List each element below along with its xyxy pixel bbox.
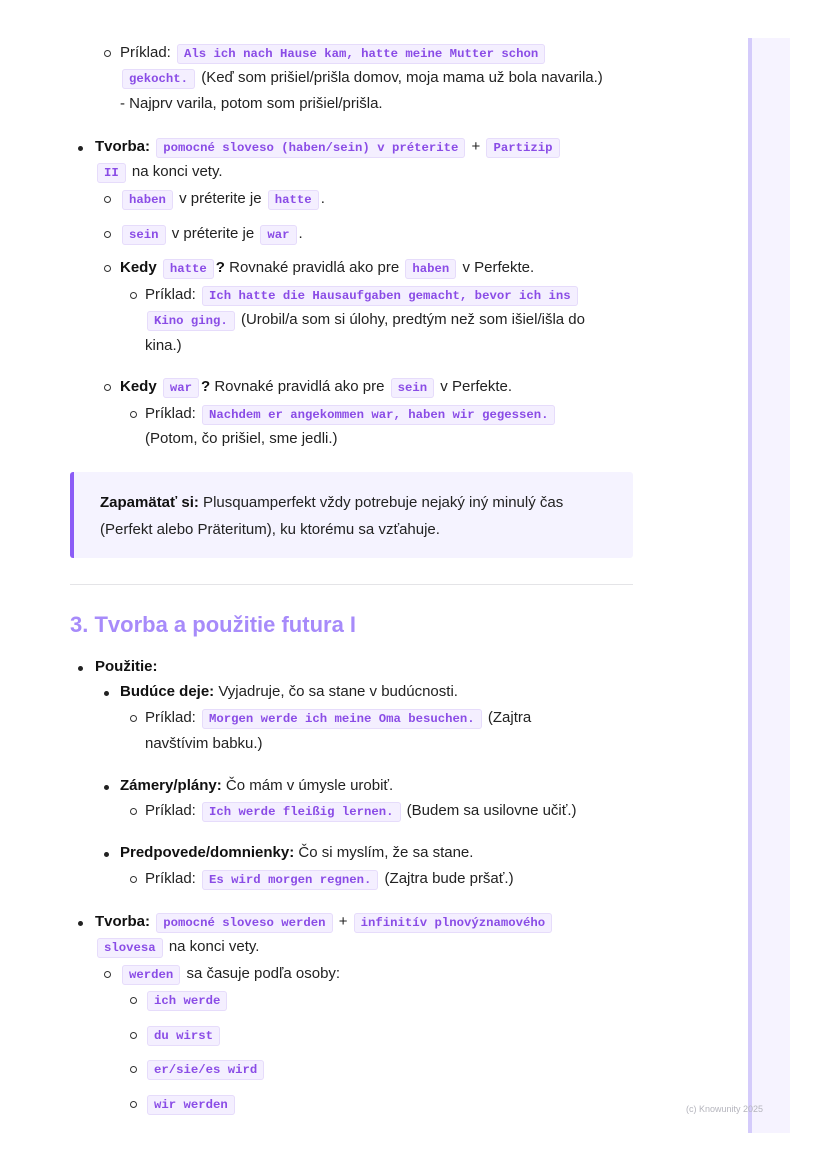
bullet-marker: [130, 1066, 137, 1073]
text-line: [95, 137, 562, 158]
bullet-disc-icon: [78, 912, 83, 932]
bullet-circle-icon: [104, 258, 111, 278]
bullet-circle-icon: [130, 1025, 137, 1045]
bullet-circle-icon: [104, 224, 111, 244]
text: na konci vety.: [127, 163, 223, 180]
text-line: [145, 285, 580, 306]
text: (Budem sa usilovne učiť.): [402, 802, 577, 819]
bullet-circle-icon: [130, 801, 137, 821]
text-line: [145, 310, 585, 331]
text: v Perfekte.: [436, 378, 513, 395]
text-line: [145, 869, 514, 890]
text-line: [145, 990, 229, 1011]
inline-code: du wirst: [147, 1026, 220, 1046]
callout-line-2: (Perfekt alebo Präteritum), ku ktorému sa vzťahuje.: [100, 521, 440, 538]
text: - Najprv varila, potom som prišiel/prišla.: [120, 95, 383, 112]
bullet-marker: [130, 411, 137, 418]
bullet-marker: [130, 1101, 137, 1108]
text-line: [95, 162, 223, 183]
bullet-circle-icon: [130, 1059, 137, 1079]
text: +: [467, 138, 485, 155]
text: v préterite je: [174, 190, 266, 207]
inline-code: Kino ging.: [147, 311, 235, 331]
bullet-circle-icon: [130, 285, 137, 305]
page-margin-bar: [748, 38, 790, 1133]
bullet-marker: [130, 1032, 137, 1039]
inline-code: haben: [122, 190, 173, 210]
text-line: [145, 336, 182, 356]
inline-code: er/sie/es wird: [147, 1060, 264, 1080]
text: (Zajtra: [483, 709, 532, 726]
bullet-marker: [130, 292, 137, 299]
text: kina.): [145, 337, 182, 354]
inline-code: war: [260, 225, 296, 245]
bold-text: Budúce deje:: [120, 683, 215, 700]
inline-code: Nachdem er angekommen war, haben wir gegessen.: [202, 405, 555, 425]
copyright-footer: (c) Knowunity 2025: [686, 1104, 764, 1114]
text: +: [334, 913, 352, 930]
section-heading: 3. Tvorba a použitie futura I: [70, 612, 357, 637]
bullet-disc-icon: [104, 843, 109, 863]
text-line: [145, 1025, 222, 1046]
bullet-circle-icon: [104, 964, 111, 984]
text: Rovnaké pravidlá ako pre: [210, 378, 389, 395]
text-line: [145, 404, 557, 425]
inline-code: war: [163, 378, 199, 398]
bullet-circle-icon: [130, 404, 137, 424]
section-divider: [70, 584, 633, 585]
inline-code: pomocné sloveso werden: [156, 913, 332, 933]
text-line: [120, 377, 512, 398]
bullet-marker: [104, 50, 111, 57]
text-line: [120, 776, 393, 796]
bold-text: Tvorba:: [95, 913, 155, 930]
bullet-circle-icon: [104, 43, 111, 63]
inline-code: Es wird morgen regnen.: [202, 870, 378, 890]
bullet-circle-icon: [104, 377, 111, 397]
bold-text: Kedy: [120, 259, 161, 276]
inline-code: Ich hatte die Hausaufgaben gemacht, bevor ich ins: [202, 286, 578, 306]
text-line: [145, 429, 338, 449]
inline-code: sein: [122, 225, 166, 245]
inline-code: Partizip: [486, 138, 559, 158]
text: v Perfekte.: [458, 259, 535, 276]
bullet-disc-icon: [104, 682, 109, 702]
inline-code: wir werden: [147, 1095, 235, 1115]
bold-text: Tvorba:: [95, 138, 155, 155]
bullet-marker: [78, 146, 83, 151]
text: na konci vety.: [164, 938, 260, 955]
inline-code: sein: [391, 378, 435, 398]
text: Príklad:: [145, 709, 201, 726]
inline-code: werden: [122, 965, 180, 985]
text-line: [120, 964, 340, 985]
text: Čo mám v úmysle urobiť.: [221, 777, 394, 794]
text-line: [120, 843, 473, 863]
bullet-marker: [104, 971, 111, 978]
inline-code: Ich werde fleißig lernen.: [202, 802, 400, 822]
text: navštívim babku.): [145, 735, 263, 752]
bullet-marker: [104, 265, 111, 272]
text-line: [120, 682, 458, 702]
bullet-marker: [78, 921, 83, 926]
inline-code: slovesa: [97, 938, 163, 958]
bullet-marker: [104, 785, 109, 790]
bullet-disc-icon: [78, 657, 83, 677]
bullet-marker: [104, 196, 111, 203]
bullet-marker: [104, 384, 111, 391]
text: Príklad:: [145, 802, 201, 819]
text-line: [120, 189, 325, 210]
bullet-marker: [130, 997, 137, 1004]
bullet-marker: [130, 876, 137, 883]
bold-text: ?: [201, 378, 211, 395]
text-line: [145, 1059, 266, 1080]
callout-text: Plusquamperfekt vždy potrebuje nejaký iný minulý čas: [198, 494, 564, 511]
text: Príklad:: [120, 44, 176, 61]
text: .: [298, 225, 303, 242]
text-line: [145, 1094, 237, 1115]
text-line: [120, 43, 547, 64]
text: (Zajtra bude pršať.): [380, 870, 514, 887]
text: .: [320, 190, 325, 207]
text-line: [95, 657, 158, 677]
bullet-marker: [130, 715, 137, 722]
inline-code: haben: [405, 259, 456, 279]
text: Čo si myslím, že sa stane.: [294, 844, 474, 861]
text: v préterite je: [167, 225, 259, 242]
text: (Urobil/a som si úlohy, predtým než som išiel/išla do: [236, 311, 585, 328]
bold-text: Kedy: [120, 378, 161, 395]
text-line: [120, 68, 603, 89]
text-line: [120, 224, 303, 245]
bullet-circle-icon: [130, 1094, 137, 1114]
inline-code: infinitív plnovýznamového: [354, 913, 552, 933]
inline-code: pomocné sloveso (haben/sein) v préterite: [156, 138, 465, 158]
bold-text: Predpovede/domnienky:: [120, 844, 295, 861]
text: Príklad:: [145, 870, 201, 887]
inline-code: hatte: [163, 259, 214, 279]
bullet-circle-icon: [130, 990, 137, 1010]
bullet-marker: [104, 852, 109, 857]
inline-code: Als ich nach Hause kam, hatte meine Mutter schon: [177, 44, 545, 64]
text-line: [145, 801, 577, 822]
text-line: [120, 94, 383, 114]
inline-code: hatte: [268, 190, 319, 210]
bullet-marker: [104, 231, 111, 238]
bullet-disc-icon: [78, 137, 83, 157]
callout-label: Zapamätať si:: [100, 494, 199, 511]
text-line: [95, 912, 554, 933]
text: Rovnaké pravidlá ako pre: [224, 259, 404, 276]
bold-text: Zámery/plány:: [120, 777, 222, 794]
inline-code: Morgen werde ich meine Oma besuchen.: [202, 709, 482, 729]
remember-callout: [70, 472, 633, 558]
callout-line-1: [100, 493, 563, 513]
inline-code: ich werde: [147, 991, 227, 1011]
bullet-marker: [78, 666, 83, 671]
bullet-marker: [130, 808, 137, 815]
bullet-circle-icon: [130, 708, 137, 728]
inline-code: gekocht.: [122, 69, 195, 89]
text: sa časuje podľa osoby:: [182, 965, 341, 982]
text: Vyjadruje, čo sa stane v budúcnosti.: [214, 683, 458, 700]
bullet-disc-icon: [104, 776, 109, 796]
bullet-circle-icon: [104, 189, 111, 209]
text-line: [145, 734, 263, 754]
text: (Potom, čo prišiel, sme jedli.): [145, 430, 338, 447]
inline-code: II: [97, 163, 126, 183]
bullet-circle-icon: [130, 869, 137, 889]
bullet-marker: [104, 691, 109, 696]
text-line: [120, 258, 534, 279]
text: Príklad:: [145, 405, 201, 422]
bold-text: ?: [215, 259, 225, 276]
bold-text: Použitie:: [95, 658, 158, 675]
text-line: [95, 937, 259, 958]
text-line: [145, 708, 531, 729]
text: Príklad:: [145, 286, 201, 303]
text: (Keď som prišiel/prišla domov, moja mama už bola navarila.): [197, 69, 603, 86]
